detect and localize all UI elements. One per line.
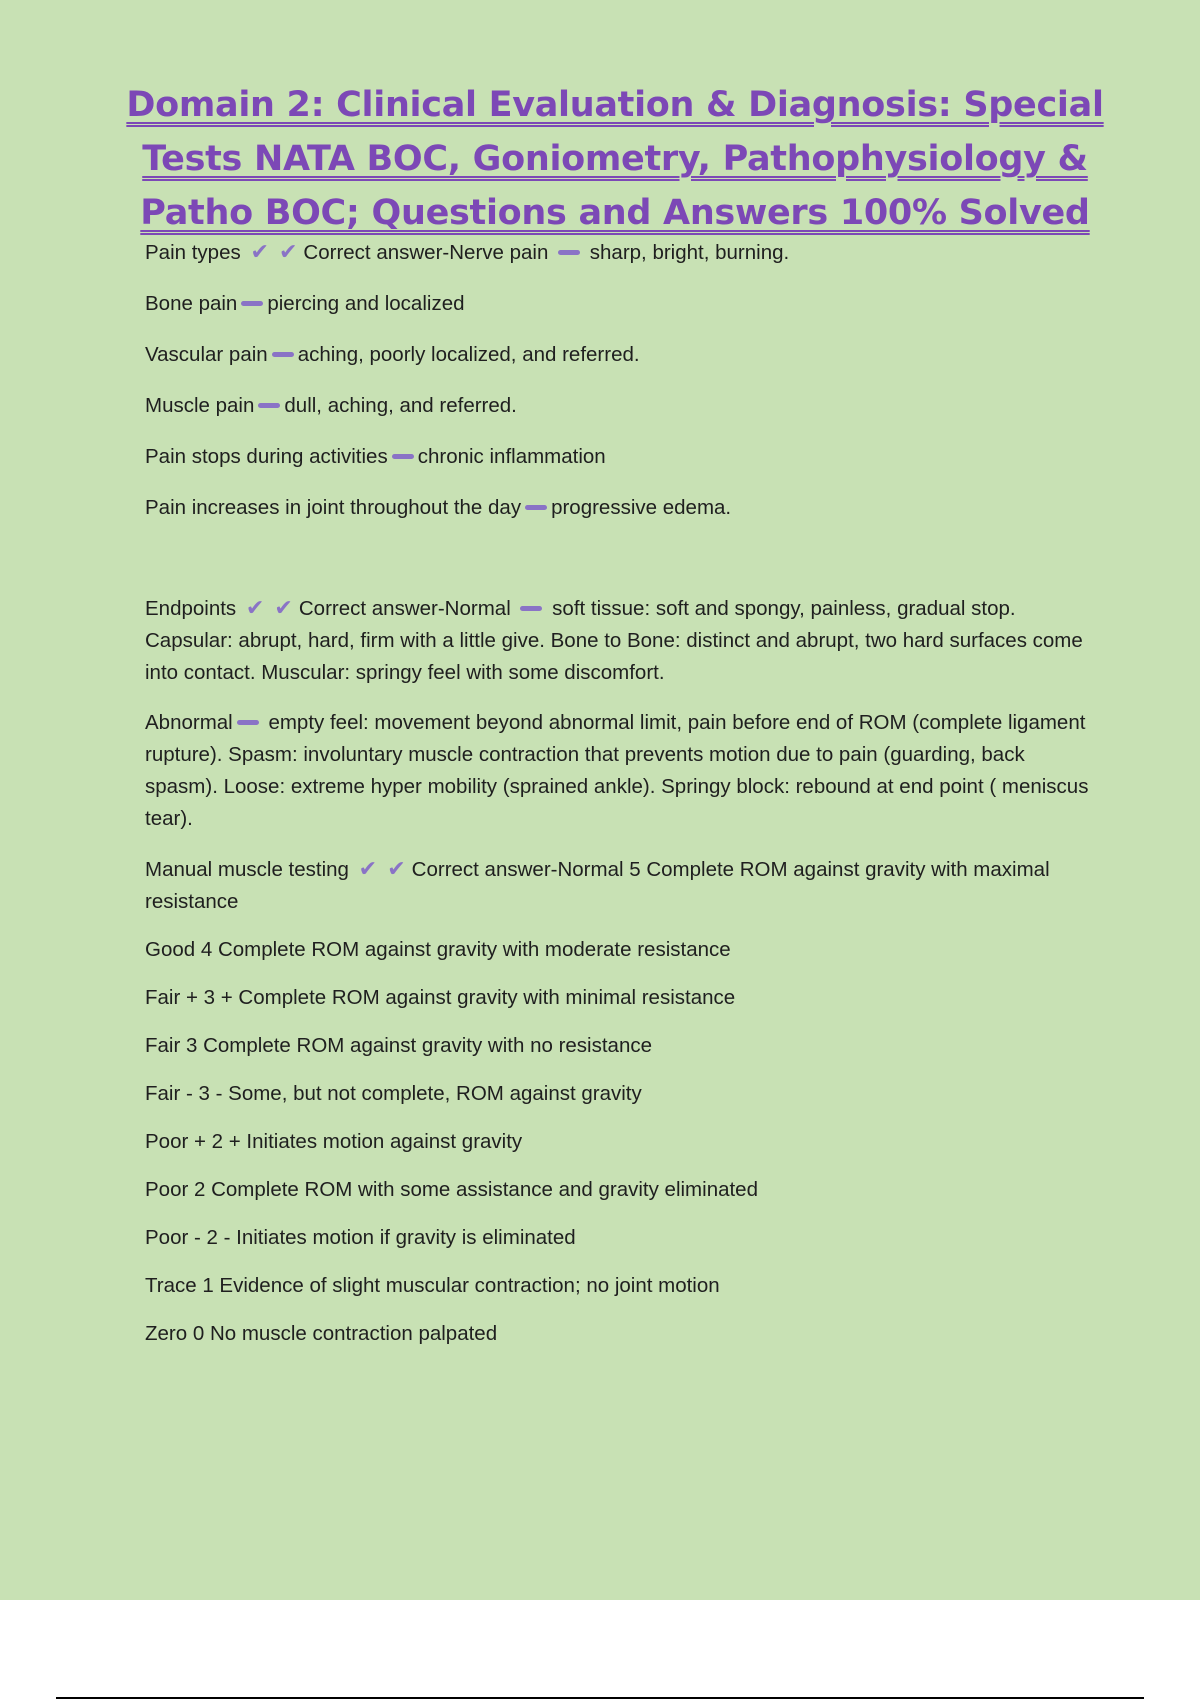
qa-pain-types [145,236,1095,269]
answer-label: Correct answer-Nerve pain [303,241,549,264]
list-item: Fair 3 Complete ROM against gravity with no resistance [145,1034,653,1057]
item-desc: aching, poorly localized, and referred. [297,343,640,366]
question-label: Manual muscle testing [145,858,349,881]
dash-icon [272,352,294,357]
question-label: Pain types [145,241,241,264]
list-item [145,441,1095,473]
dash-icon [237,720,259,725]
answer-text: Correct answer-Normal 5 Complete ROM against gravity with maximal resistance [145,858,1050,913]
qa-question-line [145,853,1095,918]
qa-endpoints [145,592,1095,689]
footer-divider [56,1697,1144,1699]
dash-icon [525,505,547,510]
dash-icon [241,301,263,306]
double-check-icon: ✔ ✔ [245,595,295,620]
item-desc: progressive edema. [551,496,732,519]
item-desc: empty feel: movement beyond abnormal limit, pain before end of ROM (complete ligament rupture). Spasm: involuntary muscle contraction that prevents motion due to pain (guarding, back spasm). Loose: extreme hyper mobility (sprained ankle). Springy block: rebound at end point ( meniscus tear). [145,711,1089,830]
document-title: Domain 2: Clinical Evaluation & Diagnosis: Special Tests NATA BOC, Goniometry, Pathophysiology & Patho BOC; Questions and Answers 100% Solved [126,85,1104,233]
answer-text: soft tissue: soft and spongy, painless, gradual stop. Capsular: abrupt, hard, firm with a little give. Bone to Bone: distinct and abrupt, two hard surfaces come into contact. Muscular: springy feel with some discomfort. [145,597,1083,684]
item-term: Pain stops during activities [145,445,388,468]
list-item [145,390,1095,422]
list-item: Good 4 Complete ROM against gravity with moderate resistance [145,938,731,961]
list-item: Poor 2 Complete ROM with some assistance and gravity eliminated [145,1178,758,1201]
list-item [145,288,1095,320]
list-item [145,492,1095,524]
dash-icon [520,606,542,611]
list-item: Fair - 3 - Some, but not complete, ROM against gravity [145,1082,642,1105]
list-item [145,339,1095,371]
list-item: Zero 0 No muscle contraction palpated [145,1322,498,1345]
item-term: Muscle pain [145,394,255,417]
double-check-icon: ✔ ✔ [358,856,408,881]
dash-icon [258,403,280,408]
endpoints-abnormal [145,707,1095,835]
item-desc: dull, aching, and referred. [284,394,517,417]
answer-text: sharp, bright, burning. [589,241,790,264]
item-term: Abnormal [145,711,233,734]
question-label: Endpoints [145,597,237,620]
item-term: Bone pain [145,292,238,315]
item-term: Pain increases in joint throughout the day [145,496,522,519]
item-term: Vascular pain [145,343,268,366]
double-check-icon: ✔ ✔ [250,239,300,264]
document-content [145,236,1095,1366]
list-item: Fair + 3 + Complete ROM against gravity with minimal resistance [145,986,736,1009]
item-desc: chronic inflammation [417,445,606,468]
list-item: Trace 1 Evidence of slight muscular contraction; no joint motion [145,1274,720,1297]
item-desc: piercing and localized [267,292,465,315]
list-item: Poor - 2 - Initiates motion if gravity is eliminated [145,1226,576,1249]
list-item: Poor + 2 + Initiates motion against gravity [145,1130,523,1153]
answer-label: Correct answer-Normal [298,597,511,620]
qa-manual-muscle-testing [145,853,1095,1350]
dash-icon [392,454,414,459]
dash-icon [558,250,580,255]
